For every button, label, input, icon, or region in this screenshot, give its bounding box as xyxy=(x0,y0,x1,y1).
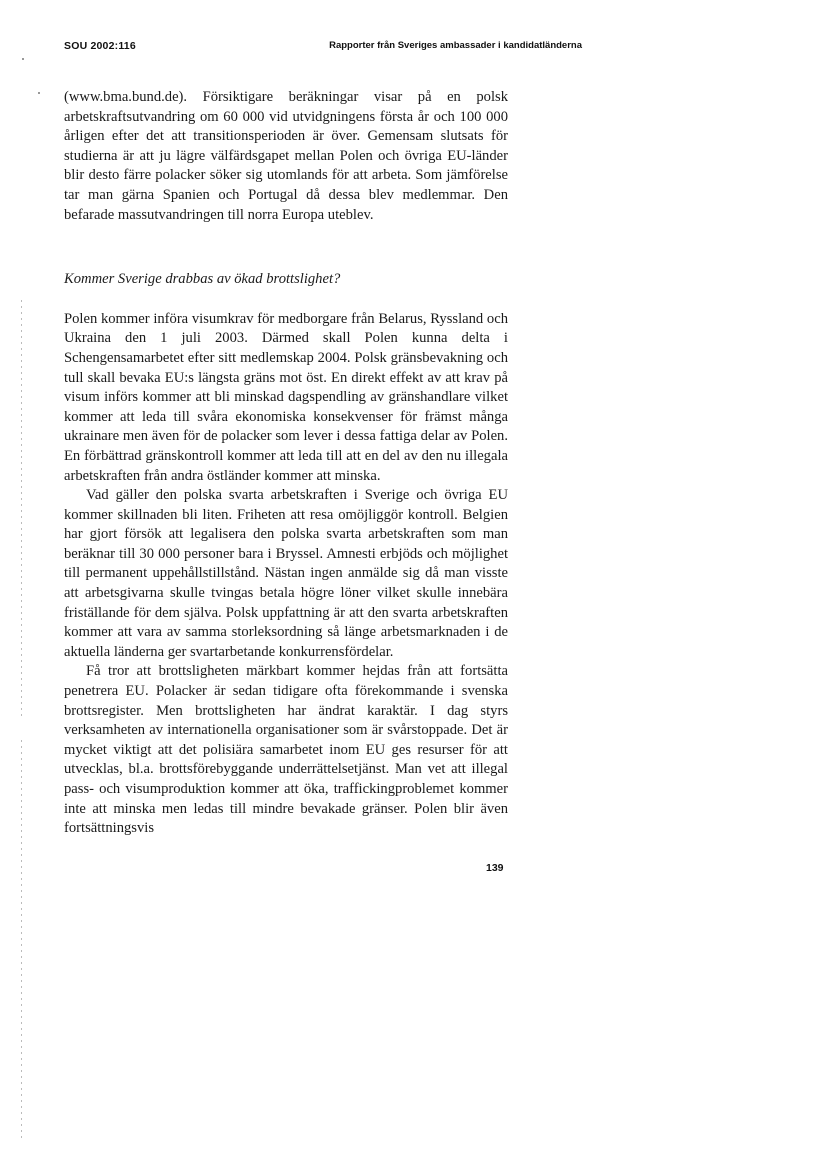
section-heading: Kommer Sverige drabbas av ökad brottslighet? xyxy=(64,271,341,288)
scan-edge-mark xyxy=(21,300,22,720)
scan-speck xyxy=(38,92,40,94)
report-title: Rapporter från Sveriges ambassader i kandidatländerna xyxy=(329,40,582,51)
body-text xyxy=(64,88,508,839)
scan-speck xyxy=(22,58,24,60)
paragraph: Få tror att brottsligheten märkbart kommer hejdas från att fortsätta penetrera EU. Polacker är sedan tidigare ofta förekommande i svenska brottsregister. Men brottsligheten har ändrat karaktär. I dag styrs verksamheten av internationella organisationer som är svårstoppade. Det är mycket viktigt att det polisiära samarbetet inom EU ges resurser för att utvecklas, bl.a. brottsförebyggande underrättelsetjänst. Man vet att illegal pass- och visumproduktion kommer att öka, traffickingproblemet kommer inte att minska men ledas till mindre bevakade gränser. Polen blir även fortsättningsvis xyxy=(64,663,508,837)
paragraph: Vad gäller den polska svarta arbetskraften i Sverige och övriga EU kommer skillnaden bli liten. Friheten att resa omöjliggör kontroll. Belgien har gjort försök att legalisera den polska svarta arbetskraften som man beräknar till 30 000 personer bara i Bryssel. Amnesti erbjöds och möjlighet till permanent uppehållstillstånd. Nästan ingen anmälde sig då man visste att arbetsgivarna skulle tvingas betala högre löner vilket skulle innebära friställande för dem själva. Polsk uppfattning är att den svarta arbetskraften kommer att vara av samma storleksordning så länge arbetsmarknaden i de aktuella länderna ger svartarbetande konkurrensfördelar. xyxy=(64,487,508,660)
page-number: 139 xyxy=(486,862,504,874)
paragraph: Polen kommer införa visumkrav för medborgare från Belarus, Ryssland och Ukraina den 1 juli 2003. Därmed skall Polen kunna delta i Schengensamarbetet efter sitt medlemskap 2004. Polsk gränsbevakning och tull skall bevaka EU:s längsta gräns mot öst. En direkt effekt av att krav på visum införs kommer att bli minskad dagspendling av gränshandlare vilket kommer att leda till svåra ekonomiska konsekvenser för främst många ukrainare men även för de polacker som lever i dessa fattiga delar av Polen. En förbättrad gränskontroll kommer att leda till att en del av den nu illegala arbetskraften från andra östländer kommer att minska. xyxy=(64,310,508,484)
paragraph-intro: (www.bma.bund.de). Försiktigare beräkningar visar på en polsk arbetskraftsutvandring om 60 000 vid utvidgningens första år och 100 000 årligen efter det att transitionsperioden är över. Gemensam slutsats för studierna är att ju lägre välfärdsgapet mellan Polen och övriga EU-länder blir desto färre polacker söker sig utomlands för att arbeta. Som jämförelse tar man gärna Spanien och Portugal då dessa blev medlemmar. Den befarade massutvandringen till norra Europa uteblev. xyxy=(64,89,508,223)
scan-edge-mark xyxy=(21,740,22,1140)
running-header xyxy=(64,40,582,56)
report-number: SOU 2002:116 xyxy=(64,40,136,52)
